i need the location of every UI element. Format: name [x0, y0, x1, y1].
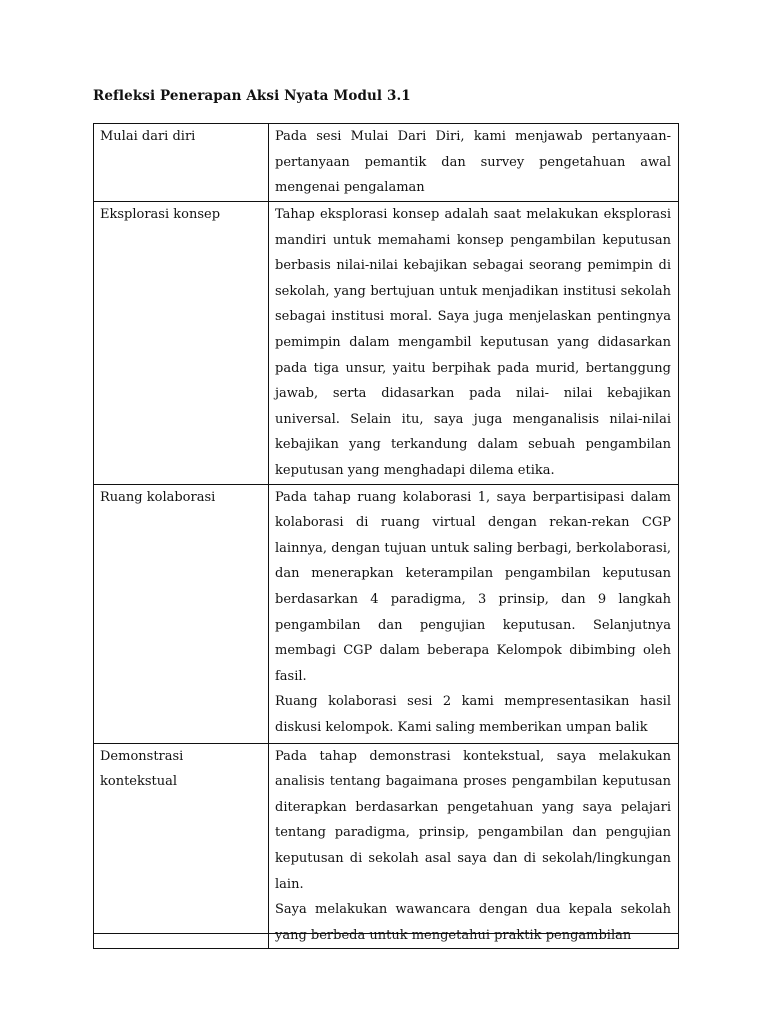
reflection-table [93, 123, 679, 949]
row-label-cell: Ruang kolaborasi [94, 484, 269, 743]
table-row [94, 743, 679, 949]
table-row [94, 484, 679, 743]
table-row [94, 202, 679, 485]
reflection-table-container [93, 123, 679, 943]
content-paragraph: Pada tahap demonstrasi kontekstual, saya melakukan analisis tentang bagaimana proses pengambilan keputusan diterapkan berdasarkan pengetahuan yang saya pelajari tentang paradigma, prinsip, pengambilan dan pengujian keputusan di sekolah asal saya dan di sekolah/lingkungan lain. [275, 748, 671, 892]
row-label-cell: Eksplorasi konsep [94, 202, 269, 485]
row-content-cell [269, 743, 679, 949]
row-label-cell: Demonstrasi kontekstual [94, 743, 269, 949]
content-paragraph: Ruang kolaborasi sesi 2 kami mempresentasikan hasil diskusi kelompok. Kami saling memberikan umpan balik [275, 694, 671, 735]
document-title: Refleksi Penerapan Aksi Nyata Modul 3.1 [93, 88, 411, 104]
row-content-cell [269, 484, 679, 743]
row-content-cell [269, 202, 679, 485]
content-paragraph: Tahap eksplorasi konsep adalah saat melakukan eksplorasi mandiri untuk memahami konsep pengambilan keputusan berbasis nilai-nilai kebajikan sebagai seorang pemimpin di sekolah, yang bertujuan untuk menjadikan institusi sekolah sebagai institusi moral. Saya juga menjelaskan pentingnya pemimpin dalam mengambil keputusan yang didasarkan pada tiga unsur, yaitu berpihak pada murid, bertanggung jawab, serta didasarkan pada nilai- nilai kebajikan universal. Selain itu, saya juga menganalisis nilai-nilai kebajikan yang terkandung dalam sebuah pengambilan keputusan yang menghadapi dilema etika. [275, 207, 671, 478]
content-paragraph: Pada tahap ruang kolaborasi 1, saya berpartisipasi dalam kolaborasi di ruang virtual dengan rekan-rekan CGP lainnya, dengan tujuan untuk saling berbagi, berkolaborasi, dan menerapkan keterampilan pengambilan keputusan berdasarkan 4 paradigma, 3 prinsip, dan 9 langkah pengambilan dan pengujian keputusan. Selanjutnya membagi CGP dalam beberapa Kelompok dibimbing oleh fasil. [275, 489, 671, 684]
table-row [94, 124, 679, 202]
content-paragraph: Saya melakukan wawancara dengan dua kepala sekolah yang berbeda untuk mengetahui praktik pengambilan [275, 902, 671, 943]
content-paragraph: Pada sesi Mulai Dari Diri, kami menjawab pertanyaan-pertanyaan pemantik dan survey pengetahuan awal mengenai pengalaman [275, 129, 671, 196]
row-content-cell [269, 124, 679, 202]
row-label-cell: Mulai dari diri [94, 124, 269, 202]
